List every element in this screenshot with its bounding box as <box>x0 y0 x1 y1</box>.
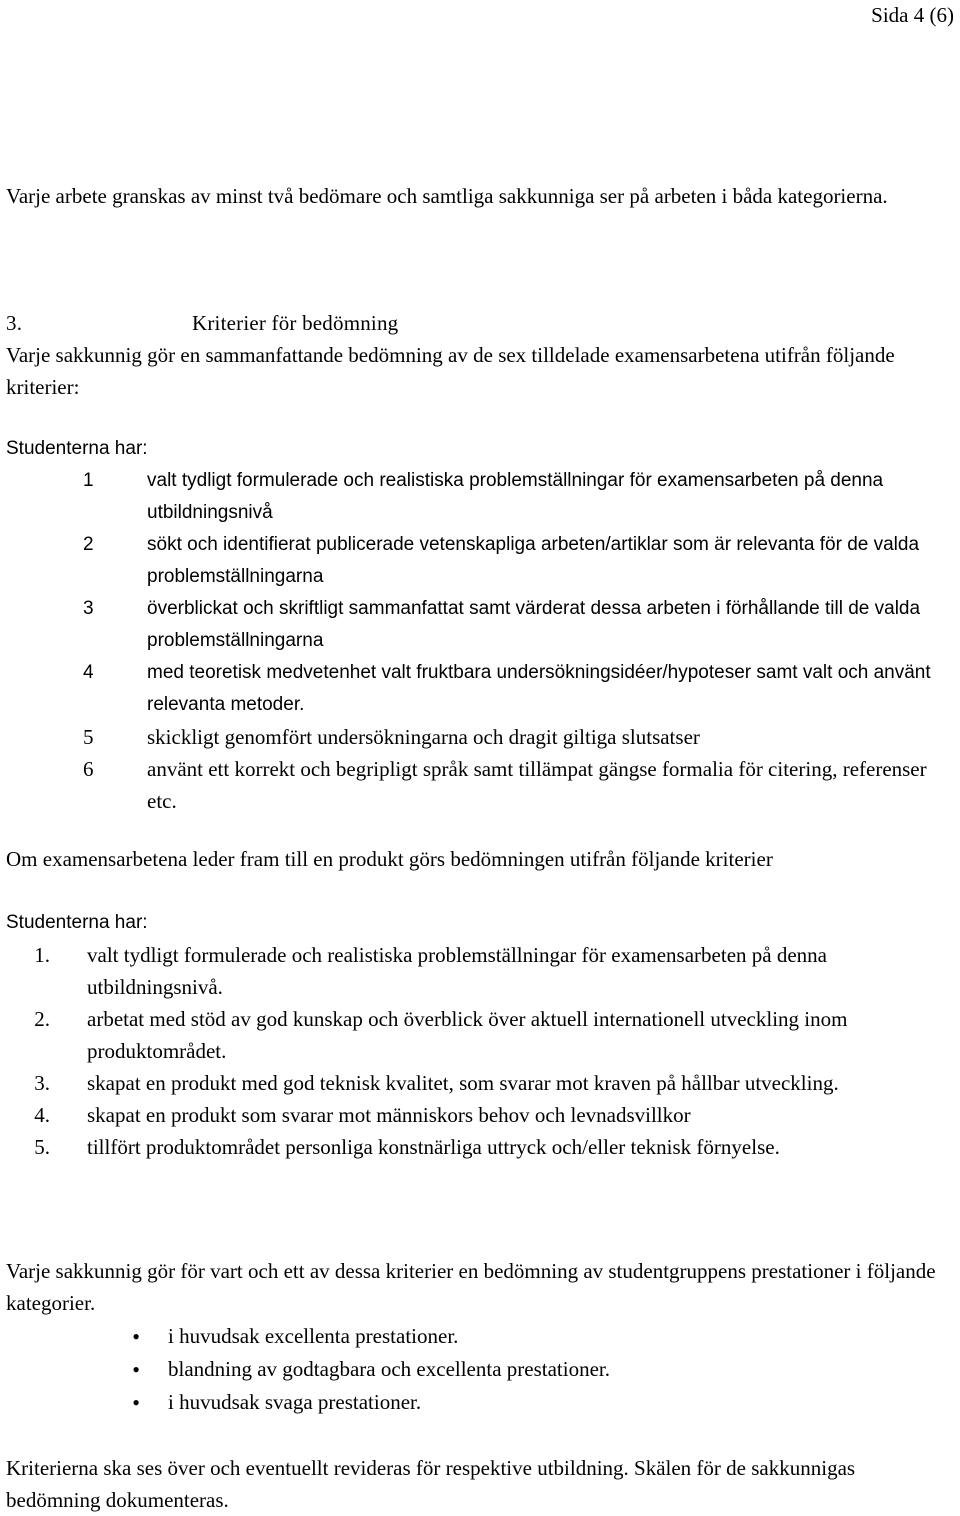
section-number: 3. <box>6 311 23 335</box>
item-text: valt tydligt formulerade och realistiska problemställningar för examensarbeten på denna utbildningsnivå <box>147 470 884 523</box>
list-item <box>6 1003 954 1067</box>
criteria-heading: Studenterna har: <box>6 438 148 459</box>
list-item <box>6 753 954 817</box>
item-text: tillfört produktområdet personliga konstnärliga uttryck och/eller teknisk förnyelse. <box>87 1135 780 1159</box>
item-number: 2. <box>34 1007 50 1031</box>
item-text: skapat en produkt som svarar mot människors behov och levnadsvillkor <box>87 1103 691 1127</box>
product-intro: Om examensarbetena leder fram till en produkt görs bedömningen utifrån följande kriterier <box>6 847 773 871</box>
item-text: överblickat och skriftligt sammanfattat samt värderat dessa arbeten i förhållande till de valda problemställningarna <box>147 598 921 651</box>
list-item <box>6 1099 954 1131</box>
item-text: använt ett korrekt och begripligt språk samt tillämpat gängse formalia för citering, referenser etc. <box>147 757 927 813</box>
bullet-icon: • <box>132 1324 140 1349</box>
item-number: 1. <box>34 943 50 967</box>
item-text: skapat en produkt med god teknisk kvalitet, som svarar mot kraven på hållbar utveckling. <box>87 1071 839 1095</box>
closing-paragraph: Kriterierna ska ses över och eventuellt revideras för respektive utbildning. Skälen för de sakkunnigas bedömning dokumenteras. <box>6 1456 856 1512</box>
page-number: Sida 4 (6) <box>871 3 954 27</box>
list-item <box>6 1131 954 1163</box>
item-text: valt tydligt formulerade och realistiska problemställningar för examensarbeten på denna utbildningsnivå. <box>87 943 827 999</box>
list-item <box>6 593 954 657</box>
categories-list <box>6 1320 954 1419</box>
intro-paragraph: Varje arbete granskas av minst två bedömare och samtliga sakkunniga ser på arbeten i båda kategorierna. <box>6 184 888 208</box>
list-item <box>6 529 954 593</box>
item-number: 2 <box>83 534 94 555</box>
section-title: Kriterier för bedömning <box>192 311 399 335</box>
categories-intro: Varje sakkunnig gör för vart och ett av dessa kriterier en bedömning av studentgruppens prestationer i följande kategorier. <box>6 1259 936 1315</box>
item-text: i huvudsak excellenta prestationer. <box>168 1324 459 1348</box>
list-item <box>6 1320 954 1353</box>
item-number: 5. <box>34 1135 50 1159</box>
product-heading: Studenterna har: <box>6 912 148 933</box>
item-text: skickligt genomfört undersökningarna och dragit giltiga slutsatser <box>147 725 700 749</box>
item-number: 5 <box>83 725 94 749</box>
list-item <box>6 1386 954 1419</box>
list-item <box>6 1353 954 1386</box>
item-text: sökt och identifierat publicerade vetenskapliga arbeten/artiklar som är relevanta för de valda problemställningarna <box>147 534 920 587</box>
criteria-list <box>6 465 954 817</box>
list-item <box>6 721 954 753</box>
list-item <box>6 939 954 1003</box>
item-text: med teoretisk medvetenhet valt fruktbara undersökningsidéer/hypoteser samt valt och använt relevanta metoder. <box>147 662 931 715</box>
item-text: arbetat med stöd av god kunskap och överblick över aktuell internationell utveckling inom produktområdet. <box>87 1007 848 1063</box>
item-number: 3 <box>83 598 94 619</box>
item-number: 3. <box>34 1071 50 1095</box>
item-number: 6 <box>83 757 94 781</box>
item-number: 4 <box>83 662 94 683</box>
item-text: blandning av godtagbara och excellenta prestationer. <box>168 1357 610 1381</box>
product-list <box>6 939 954 1163</box>
list-item <box>6 657 954 721</box>
section-intro: Varje sakkunnig gör en sammanfattande bedömning av de sex tilldelade examensarbetena utifrån följande kriterier: <box>6 343 895 399</box>
list-item <box>6 465 954 529</box>
bullet-icon: • <box>132 1357 140 1382</box>
item-number: 1 <box>83 470 94 491</box>
list-item <box>6 1067 954 1099</box>
item-number: 4. <box>34 1103 50 1127</box>
section-heading <box>6 307 954 339</box>
item-text: i huvudsak svaga prestationer. <box>168 1390 422 1414</box>
bullet-icon: • <box>132 1390 140 1415</box>
